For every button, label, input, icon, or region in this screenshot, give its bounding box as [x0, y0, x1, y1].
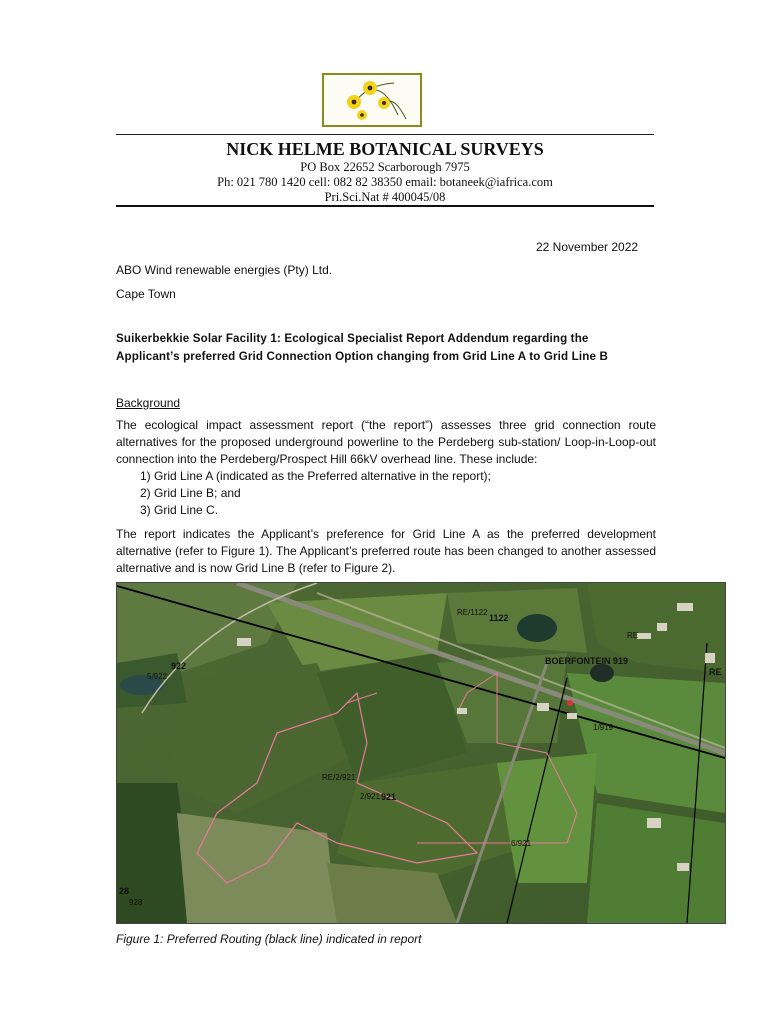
subject-line-2: Applicant’s preferred Grid Connection Option changing from Grid Line A to Grid Line B: [116, 350, 608, 363]
map-label-re-2-921: RE/2/921: [322, 773, 356, 782]
recipient-name: ABO Wind renewable energies (Pty) Ltd.: [116, 263, 333, 277]
company-name: NICK HELME BOTANICAL SURVEYS: [226, 139, 544, 159]
map-label-1-919: 1/919: [593, 723, 614, 732]
sunflower-logo-icon: [324, 75, 420, 125]
map-label-921: 921: [381, 792, 397, 802]
figure-1-aerial-map: [116, 582, 726, 924]
letter-date: 22 November 2022: [536, 240, 639, 254]
option-item: 3) Grid Line C.: [140, 503, 219, 517]
aerial-map-image: [117, 583, 725, 923]
company-logo: [322, 73, 422, 127]
map-label-re-b: RE: [709, 667, 722, 677]
recipient-city: Cape Town: [116, 287, 176, 301]
contact-details: Ph: 021 780 1420 cell: 082 82 38350 email: botaneek@iafrica.com: [217, 175, 553, 189]
option-item: 2) Grid Line B; and: [140, 486, 241, 500]
background-heading: Background: [116, 396, 181, 410]
map-label-boerfontein-919: BOERFONTEIN 919: [545, 656, 629, 666]
registration-number: Pri.Sci.Nat # 400045/08: [324, 190, 446, 204]
subject-line-1: Suikerbekkie Solar Facility 1: Ecological Specialist Report Addendum regarding the: [116, 332, 589, 345]
map-label-re1122: RE/1122: [457, 608, 488, 617]
figure-caption: Figure 1: Preferred Routing (black line) indicated in report: [116, 932, 422, 946]
map-label-928: 928: [129, 898, 143, 907]
map-label-1122: 1122: [489, 613, 509, 623]
map-label-28: 28: [119, 886, 130, 896]
map-label-6-921: 6/921: [511, 839, 532, 848]
option-item: 1) Grid Line A (indicated as the Preferred alternative in the report);: [140, 469, 491, 483]
map-label-922: 922: [171, 661, 187, 671]
preference-paragraph: The report indicates the Applicant’s preference for Grid Line A as the preferred development alternative (refer to Figure 1). The Applicant’s preferred route has been changed to another assessed alternative and is now Grid Line B (refer to Figure 2).: [116, 527, 656, 575]
subject-heading: [116, 330, 656, 366]
background-paragraph: The ecological impact assessment report (“the report”) assesses three grid connection route alternatives for the proposed underground powerline to the Perdeberg sub-station/ Loop-in-Loop-out connection into the Perdeberg/Prospect Hill 66kV overhead line. These include:: [116, 418, 656, 466]
map-label-5-922: 5/922: [147, 672, 168, 681]
map-label-re-a: RE: [627, 631, 639, 640]
po-box-address: PO Box 22652 Scarborough 7975: [300, 160, 470, 174]
map-label-2-921: 2/921: [360, 792, 381, 801]
header-rule-top: [116, 134, 654, 135]
header-rule-bottom: [116, 205, 654, 207]
